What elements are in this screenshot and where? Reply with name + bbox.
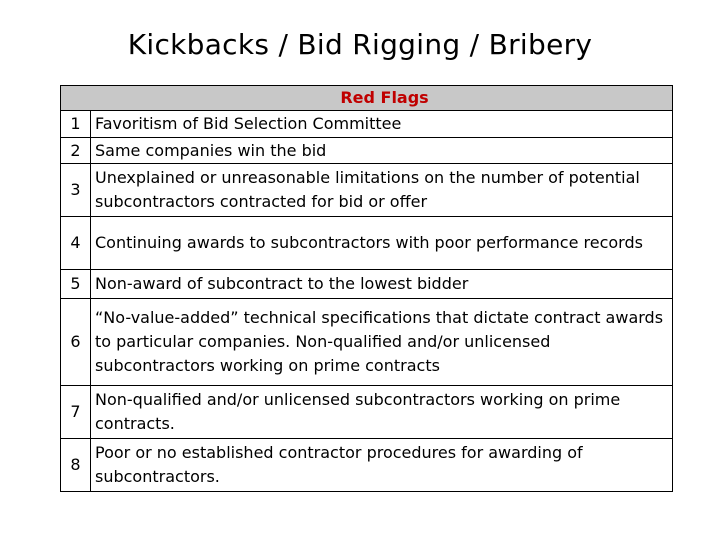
table-header: Red Flags bbox=[61, 86, 673, 111]
row-number: 6 bbox=[61, 299, 91, 386]
table-row bbox=[61, 439, 673, 492]
row-number: 8 bbox=[61, 439, 91, 492]
row-number: 1 bbox=[61, 111, 91, 138]
row-number: 2 bbox=[61, 138, 91, 164]
table-row bbox=[61, 386, 673, 439]
row-number: 7 bbox=[61, 386, 91, 439]
table-row bbox=[61, 111, 673, 138]
row-number: 3 bbox=[61, 164, 91, 217]
table-row bbox=[61, 270, 673, 299]
row-text: Continuing awards to subcontractors with poor performance records bbox=[91, 217, 673, 270]
table-row bbox=[61, 164, 673, 217]
row-text: Non-qualified and/or unlicensed subcontractors working on prime contracts. bbox=[91, 386, 673, 439]
row-text: Unexplained or unreasonable limitations on the number of potential subcontractors contracted for bid or offer bbox=[91, 164, 673, 217]
row-text: Non-award of subcontract to the lowest bidder bbox=[91, 270, 673, 299]
row-text: Favoritism of Bid Selection Committee bbox=[91, 111, 673, 138]
row-text: Poor or no established contractor procedures for awarding of subcontractors. bbox=[91, 439, 673, 492]
red-flags-table bbox=[60, 85, 673, 492]
row-text: “No-value-added” technical specifications that dictate contract awards to particular companies. Non-qualified and/or unlicensed subcontractors working on prime contracts bbox=[91, 299, 673, 386]
table-row bbox=[61, 138, 673, 164]
table-header-row bbox=[61, 86, 673, 111]
table-row bbox=[61, 217, 673, 270]
table-row bbox=[61, 299, 673, 386]
row-text: Same companies win the bid bbox=[91, 138, 673, 164]
row-number: 5 bbox=[61, 270, 91, 299]
row-number: 4 bbox=[61, 217, 91, 270]
slide-title: Kickbacks / Bid Rigging / Bribery bbox=[127, 28, 593, 61]
